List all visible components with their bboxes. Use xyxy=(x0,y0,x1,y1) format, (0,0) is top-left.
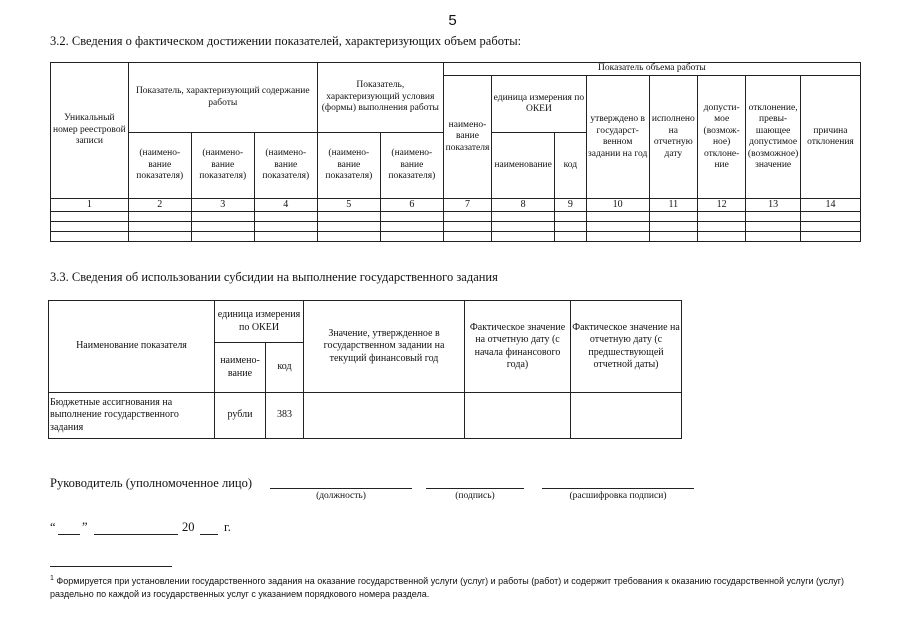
signature-caption: (подпись) xyxy=(455,491,495,501)
header-sub-name-1: (наименование показателя) xyxy=(128,133,191,199)
col-number: 5 xyxy=(317,199,380,212)
header-unique-number: Уникальный номер реестровой записи xyxy=(51,63,129,199)
date-open-quote: “ xyxy=(50,520,56,534)
col-number: 9 xyxy=(555,199,587,212)
header-approved: утверждено в государственном задании на год xyxy=(586,76,649,199)
decode-line xyxy=(542,488,694,489)
date-month-line xyxy=(94,534,178,535)
row-actual-from-prev-date xyxy=(571,393,682,439)
table-row xyxy=(51,221,861,231)
row-unit-code: 383 xyxy=(266,393,304,439)
col-number: 1 xyxy=(51,199,129,212)
col-number: 6 xyxy=(380,199,443,212)
header-unit-okei: единица измерения по ОКЕИ xyxy=(492,76,587,133)
col-number: 2 xyxy=(128,199,191,212)
col-number: 12 xyxy=(697,199,745,212)
signature-line xyxy=(426,488,524,489)
position-line xyxy=(270,488,412,489)
position-caption: (должность) xyxy=(316,491,366,501)
col-number: 13 xyxy=(746,199,801,212)
decode-caption: (расшифровка подписи) xyxy=(569,491,667,501)
footnote-text: Формируется при установлении государственного задания на оказание государственной услуги (услуг) и работы (работ) и содержит требования к оказанию государственной услуги (услуг) раздельно по каждой из государственных услуг с указанием порядкового номера раздела. xyxy=(50,576,844,599)
row-unit-name: рубли xyxy=(215,393,266,439)
page-number: 5 xyxy=(448,12,457,29)
header-sub-name-3: (наименование показателя) xyxy=(254,133,317,199)
header-volume-indicator: Показатель объема работы xyxy=(443,63,860,76)
column-numbers-row xyxy=(51,199,861,212)
footnote xyxy=(50,572,860,601)
date-year-prefix: 20 xyxy=(182,520,195,534)
header-indicator-name: Наименование показателя xyxy=(49,301,215,393)
header-sub-name-5: (наименование показателя) xyxy=(380,133,443,199)
table-row xyxy=(51,231,861,241)
volume-table xyxy=(50,62,861,242)
header-unit-name: наименование xyxy=(492,133,555,199)
header-unit-okei: единица измерения по ОКЕИ xyxy=(215,301,304,343)
row-actual-from-year-start xyxy=(465,393,571,439)
section-3-2-title: 3.2. Сведения о фактическом достижении показателей, характеризующих объем работы: xyxy=(50,34,522,48)
col-number: 7 xyxy=(443,199,491,212)
col-number: 3 xyxy=(191,199,254,212)
header-indicator-name: наименование показателя xyxy=(443,76,491,199)
header-actual-from-prev-date: Фактическое значение на отчетную дату (с предшествующей отчетной даты) xyxy=(571,301,682,393)
col-number: 14 xyxy=(800,199,860,212)
footnote-mark: 1 xyxy=(50,575,54,582)
header-actual-from-year-start: Фактическое значение на отчетную дату (с начала финансового года) xyxy=(465,301,571,393)
header-approved-value: Значение, утвержденное в государственном задании на текущий финансовый год xyxy=(304,301,465,393)
header-conditions-indicator: Показатель, характеризующий условия (формы) выполнения работы xyxy=(317,63,443,133)
date-close-quote: ” xyxy=(82,520,88,534)
row-approved-value xyxy=(304,393,465,439)
subsidy-table xyxy=(48,300,682,439)
row-indicator-name: Бюджетные ассигнования на выполнение государственного задания xyxy=(49,393,215,439)
header-exceeding-deviation: отклонение, превышающее допустимое (возможное) значение xyxy=(746,76,801,199)
header-allowed-deviation: допустимое (возможное) отклонение xyxy=(697,76,745,199)
section-3-3-title: 3.3. Сведения об использовании субсидии на выполнение государственного задания xyxy=(50,270,498,284)
col-number: 11 xyxy=(649,199,697,212)
col-number: 8 xyxy=(492,199,555,212)
header-unit-name: наименование xyxy=(215,343,266,393)
header-deviation-reason: причина отклонения xyxy=(800,76,860,199)
table-row xyxy=(51,211,861,221)
header-unit-code: код xyxy=(266,343,304,393)
col-number: 4 xyxy=(254,199,317,212)
header-sub-name-2: (наименование показателя) xyxy=(191,133,254,199)
footnote-separator xyxy=(50,566,172,567)
date-year-suffix: г. xyxy=(224,520,231,534)
signature-label: Руководитель (уполномоченное лицо) xyxy=(50,476,253,490)
col-number: 10 xyxy=(586,199,649,212)
header-sub-name-4: (наименование показателя) xyxy=(317,133,380,199)
date-day-line xyxy=(58,534,80,535)
date-year-line xyxy=(200,534,218,535)
table-row xyxy=(49,393,682,439)
header-unit-code: код xyxy=(555,133,587,199)
header-executed: исполнено на отчетную дату xyxy=(649,76,697,199)
header-content-indicator: Показатель, характеризующий содержание работы xyxy=(128,63,317,133)
